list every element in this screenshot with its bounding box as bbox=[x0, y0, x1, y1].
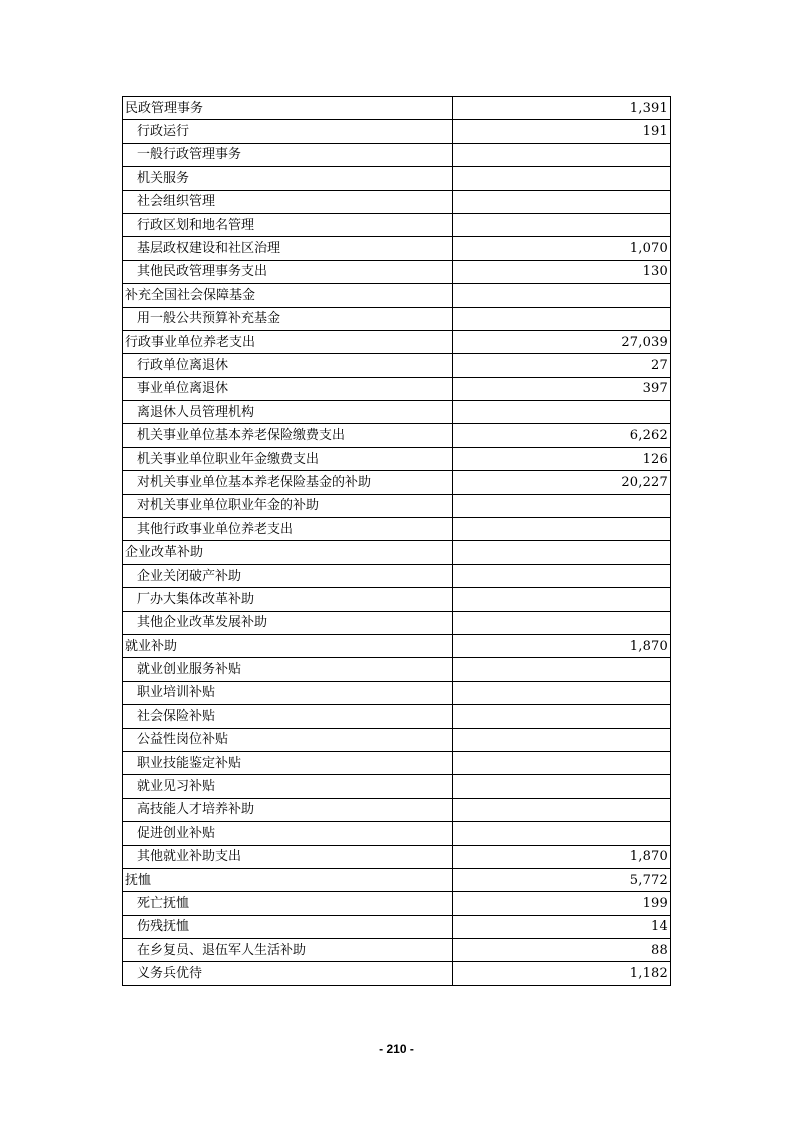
subcategory-name-cell: 就业创业服务补贴 bbox=[123, 658, 453, 681]
table-row bbox=[123, 167, 671, 190]
amount-cell: 1,870 bbox=[453, 845, 671, 868]
table-row bbox=[123, 915, 671, 938]
amount-cell bbox=[453, 588, 671, 611]
table-row bbox=[123, 471, 671, 494]
amount-cell: 27 bbox=[453, 354, 671, 377]
table-row bbox=[123, 634, 671, 657]
subcategory-name-cell: 行政单位离退休 bbox=[123, 354, 453, 377]
amount-cell: 397 bbox=[453, 377, 671, 400]
subcategory-name-cell: 义务兵优待 bbox=[123, 962, 453, 985]
table-row bbox=[123, 518, 671, 541]
amount-cell bbox=[453, 822, 671, 845]
subcategory-name-cell: 公益性岗位补贴 bbox=[123, 728, 453, 751]
table-row bbox=[123, 541, 671, 564]
table-row bbox=[123, 728, 671, 751]
amount-cell bbox=[453, 143, 671, 166]
subcategory-name-cell: 行政区划和地名管理 bbox=[123, 213, 453, 236]
category-name-cell: 就业补助 bbox=[123, 634, 453, 657]
table-row bbox=[123, 447, 671, 470]
table-row bbox=[123, 588, 671, 611]
subcategory-name-cell: 社会保险补贴 bbox=[123, 705, 453, 728]
category-name-cell: 抚恤 bbox=[123, 868, 453, 891]
subcategory-name-cell: 事业单位离退休 bbox=[123, 377, 453, 400]
amount-cell bbox=[453, 307, 671, 330]
subcategory-name-cell: 用一般公共预算补充基金 bbox=[123, 307, 453, 330]
subcategory-name-cell: 基层政权建设和社区治理 bbox=[123, 237, 453, 260]
table-row bbox=[123, 705, 671, 728]
table-row bbox=[123, 190, 671, 213]
subcategory-name-cell: 高技能人才培养补助 bbox=[123, 798, 453, 821]
amount-cell: 20,227 bbox=[453, 471, 671, 494]
subcategory-name-cell: 行政运行 bbox=[123, 120, 453, 143]
amount-cell bbox=[453, 681, 671, 704]
amount-cell: 5,772 bbox=[453, 868, 671, 891]
table-row bbox=[123, 962, 671, 985]
amount-cell bbox=[453, 705, 671, 728]
table-row bbox=[123, 401, 671, 424]
budget-table-body bbox=[123, 97, 671, 986]
table-row bbox=[123, 611, 671, 634]
subcategory-name-cell: 机关事业单位职业年金缴费支出 bbox=[123, 447, 453, 470]
amount-cell bbox=[453, 167, 671, 190]
category-name-cell: 企业改革补助 bbox=[123, 541, 453, 564]
table-row bbox=[123, 845, 671, 868]
category-name-cell: 民政管理事务 bbox=[123, 97, 453, 120]
subcategory-name-cell: 伤残抚恤 bbox=[123, 915, 453, 938]
table-row bbox=[123, 494, 671, 517]
table-row bbox=[123, 330, 671, 353]
amount-cell bbox=[453, 518, 671, 541]
amount-cell bbox=[453, 564, 671, 587]
subcategory-name-cell: 其他民政管理事务支出 bbox=[123, 260, 453, 283]
table-row bbox=[123, 307, 671, 330]
amount-cell bbox=[453, 658, 671, 681]
subcategory-name-cell: 在乡复员、退伍军人生活补助 bbox=[123, 939, 453, 962]
subcategory-name-cell: 其他行政事业单位养老支出 bbox=[123, 518, 453, 541]
table-row bbox=[123, 751, 671, 774]
subcategory-name-cell: 对机关事业单位职业年金的补助 bbox=[123, 494, 453, 517]
amount-cell: 1,182 bbox=[453, 962, 671, 985]
subcategory-name-cell: 社会组织管理 bbox=[123, 190, 453, 213]
table-row bbox=[123, 892, 671, 915]
subcategory-name-cell: 就业见习补贴 bbox=[123, 775, 453, 798]
subcategory-name-cell: 职业培训补贴 bbox=[123, 681, 453, 704]
subcategory-name-cell: 企业关闭破产补助 bbox=[123, 564, 453, 587]
table-row bbox=[123, 377, 671, 400]
table-row bbox=[123, 143, 671, 166]
amount-cell bbox=[453, 190, 671, 213]
amount-cell bbox=[453, 284, 671, 307]
amount-cell: 14 bbox=[453, 915, 671, 938]
table-row bbox=[123, 775, 671, 798]
amount-cell: 199 bbox=[453, 892, 671, 915]
amount-cell: 1,391 bbox=[453, 97, 671, 120]
amount-cell bbox=[453, 728, 671, 751]
table-row bbox=[123, 260, 671, 283]
category-name-cell: 行政事业单位养老支出 bbox=[123, 330, 453, 353]
table-row bbox=[123, 939, 671, 962]
table-row bbox=[123, 120, 671, 143]
table-row bbox=[123, 822, 671, 845]
table-row bbox=[123, 97, 671, 120]
table-row bbox=[123, 284, 671, 307]
amount-cell bbox=[453, 213, 671, 236]
amount-cell bbox=[453, 494, 671, 517]
subcategory-name-cell: 促进创业补贴 bbox=[123, 822, 453, 845]
subcategory-name-cell: 机关服务 bbox=[123, 167, 453, 190]
amount-cell bbox=[453, 751, 671, 774]
table-row bbox=[123, 213, 671, 236]
amount-cell: 130 bbox=[453, 260, 671, 283]
amount-cell bbox=[453, 798, 671, 821]
subcategory-name-cell: 其他企业改革发展补助 bbox=[123, 611, 453, 634]
table-row bbox=[123, 868, 671, 891]
amount-cell: 1,070 bbox=[453, 237, 671, 260]
table-row bbox=[123, 424, 671, 447]
amount-cell: 191 bbox=[453, 120, 671, 143]
page-number: - 210 - bbox=[379, 1042, 414, 1056]
table-row bbox=[123, 658, 671, 681]
amount-cell bbox=[453, 775, 671, 798]
subcategory-name-cell: 厂办大集体改革补助 bbox=[123, 588, 453, 611]
budget-table bbox=[122, 96, 671, 986]
table-row bbox=[123, 564, 671, 587]
amount-cell bbox=[453, 401, 671, 424]
subcategory-name-cell: 离退休人员管理机构 bbox=[123, 401, 453, 424]
subcategory-name-cell: 对机关事业单位基本养老保险基金的补助 bbox=[123, 471, 453, 494]
table-row bbox=[123, 237, 671, 260]
subcategory-name-cell: 一般行政管理事务 bbox=[123, 143, 453, 166]
category-name-cell: 补充全国社会保障基金 bbox=[123, 284, 453, 307]
amount-cell: 6,262 bbox=[453, 424, 671, 447]
amount-cell: 126 bbox=[453, 447, 671, 470]
table-row bbox=[123, 681, 671, 704]
amount-cell bbox=[453, 611, 671, 634]
subcategory-name-cell: 其他就业补助支出 bbox=[123, 845, 453, 868]
amount-cell: 88 bbox=[453, 939, 671, 962]
amount-cell: 1,870 bbox=[453, 634, 671, 657]
table-row bbox=[123, 798, 671, 821]
subcategory-name-cell: 死亡抚恤 bbox=[123, 892, 453, 915]
subcategory-name-cell: 职业技能鉴定补贴 bbox=[123, 751, 453, 774]
amount-cell bbox=[453, 541, 671, 564]
amount-cell: 27,039 bbox=[453, 330, 671, 353]
table-row bbox=[123, 354, 671, 377]
subcategory-name-cell: 机关事业单位基本养老保险缴费支出 bbox=[123, 424, 453, 447]
